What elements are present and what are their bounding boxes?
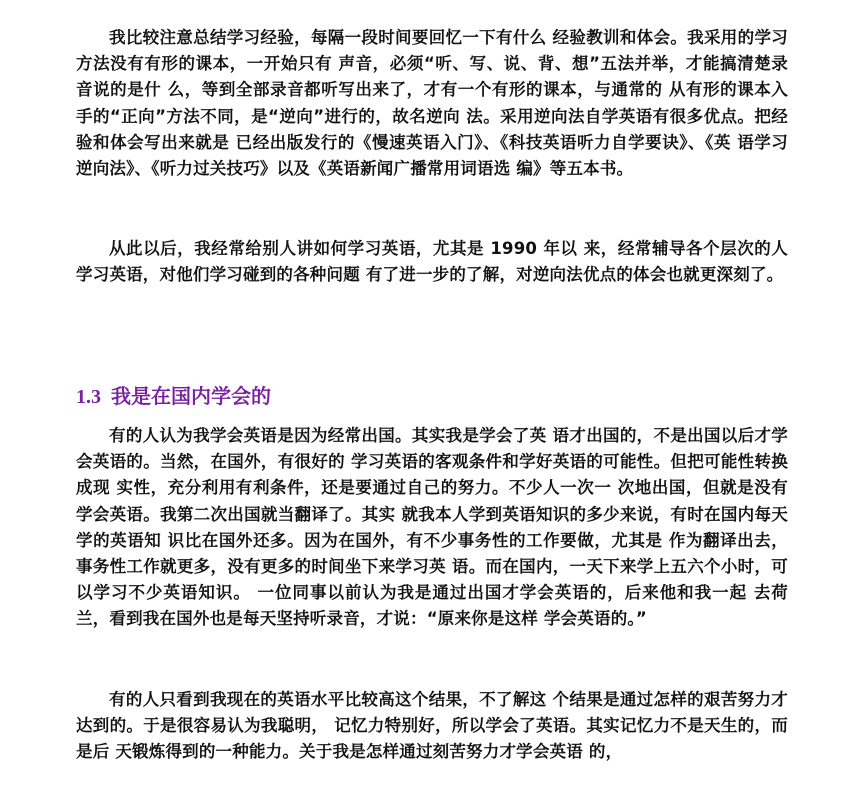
section-heading xyxy=(76,382,271,411)
section-number: 1.3 xyxy=(76,386,101,408)
paragraph-summarizing-experience: 我比较注意总结学习经验，每隔一段时间要回忆一下有什么 经验教训和体会。我采用的学习方法没有有形的课本，一开始只有 声音，必须“听、写、说、背、想”五法并举，才能搞清楚录音说的是什 么，等到全部录音都听写出来了，才有一个有形的课本，与通常的 从有形的课本入手的“正向”方法不同，是“逆向”进行的，故名逆向 法。采用逆向法自学英语有很多优点。把经验和体会写出来就是 已经出版发行的《慢速英语入门》、《科技英语听力自学要诀》、《英 语学习逆向法》、《听力过关技巧》以及《英语新闻广播常用词语选 编》等五本书。 xyxy=(76,28,788,179)
paragraph-learned-domestically: 有的人认为我学会英语是因为经常出国。其实我是学会了英 语才出国的，不是出国以后才学会英语的。当然，在国外，有很好的 学习英语的客观条件和学好英语的可能性。但把可能性转换成现 实性，充分利用有利条件，还是要通过自己的努力。不少人一次一 次地出国，但就是没有学会英语。我第二次出国就当翻译了。其实 就我本人学到英语知识的多少来说，有时在国内每天学的英语知 识比在国外还多。因为在国外，有不少事务性的工作要做，尤其是 作为翻译出去，事务性工作就更多，没有更多的时间坐下来学习英 语。而在国内，一天下来学上五六个小时，可以学习不少英语知识。 一位同事以前认为我是通过出国才学会英语的，后来他和我一起 去荷兰，看到我在国外也是每天坚持听录音，才说：“原来你是这样 学会英语的。” xyxy=(76,426,788,629)
section-title: 我是在国内学会的 xyxy=(111,384,271,408)
paragraph-hard-work: 有的人只看到我现在的英语水平比较高这个结果，不了解这 个结果是通过怎样的艰苦努力才达到的。于是很容易认为我聪明， 记忆力特别好，所以学会了英语。其实记忆力不是天生的，而是后 天锻炼得到的一种能力。关于我是怎样通过刻苦努力才学会英语 的， xyxy=(76,690,788,762)
paragraph-teaching-since-1990: 从此以后，我经常给别人讲如何学习英语，尤其是 1990 年以 来，经常辅导各个层次的人学习英语，对他们学习碰到的各种问题 有了进一步的了解，对逆向法优点的体会也就更深刻了。 xyxy=(76,239,788,285)
